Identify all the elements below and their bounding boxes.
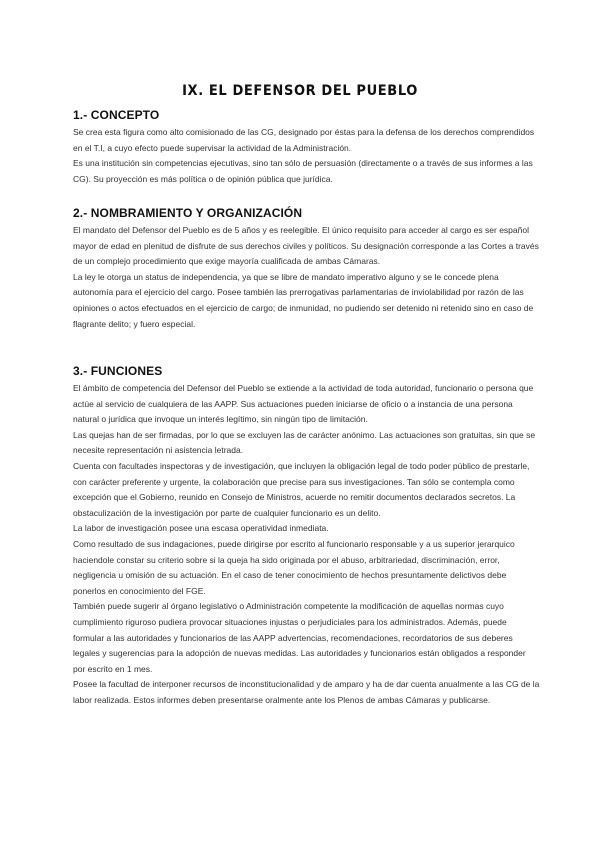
section-nombramiento	[73, 206, 540, 332]
paragraph: Cuenta con facultades inspectoras y de investigación, que incluyen la obligación legal de todo poder público de prestarle, con carácter preferente y urgente, la colaboración que precise para sus investigaciones. Tan sólo se contempla como excepción que el Gobierno, reunido en Consejo de Ministros, acuerde no remitir documentos declarados secretos. La obstaculización de la investigación por parte de cualquier funcionario es un delito.	[73, 460, 530, 518]
paragraph: El mandato del Defensor del Pueblo es de 5 años y es reelegible. El único requisito para acceder al cargo es ser español mayor de edad en plenitud de disfrute de sus derechos civiles y políticos. Su designación corresponde a las Cortes a través de un complejo procedimiento que exige mayoría cualificada de ambas Cámaras.	[73, 225, 539, 267]
paragraph: El ámbito de competencia del Defensor del Pueblo se extiende a la actividad de toda autoridad, funcionario o persona que actúe al servicio de cualquiera de las AAPP. Sus actuaciones pueden iniciarse de oficio o a instancia de una persona natural o jurídica que invoque un interés legítimo, sin ningún tipo de limitación.	[73, 383, 534, 425]
paragraph: Es una institución sin competencias ejecutivas, sino tan sólo de persuasión (directamente o a través de sus informes a las CG). Su proyección es más política o de opinión pública que jurídica.	[73, 158, 533, 184]
section-heading: 3.- FUNCIONES	[73, 364, 163, 378]
paragraph: Las quejas han de ser firmadas, por lo que se excluyen las de carácter anónimo. Las actuaciones son gratuitas, sin que se necesite representación ni asistencia letrada.	[73, 429, 536, 456]
paragraph: La ley le otorga un status de independencia, ya que se libre de mandato imperativo alguno y se le concede plena autonomía para el ejercicio del cargo. Posee también las prerrogativas parlamentarias de inviolabilidad por razón de las opiniones o actos efectuados en el ejercicio de cargo; de inmunidad, no pudiendo ser detenido ni retenido sino en caso de flagrante delito; y fuero especial.	[73, 271, 534, 329]
paragraph: Como resultado de sus indagaciones, puede dirigirse por escrito al funcionario responsable y a us superior jerarquico haciendole constar su criterio sobre si la queja ha sido originada por el abuso, arbitrariedad, discriminación, error, negligencia u omisión de su actuación. En el caso de tener conocimiento de hechos presuntamente delictivos debe ponerlos en conocimiento del FGE.	[73, 538, 515, 596]
section-concepto	[73, 108, 540, 187]
page-title: IX. EL DEFENSOR DEL PUEBLO	[182, 82, 418, 99]
section-heading: 1.- CONCEPTO	[73, 108, 160, 122]
section-heading: 2.- NOMBRAMIENTO Y ORGANIZACIÓN	[73, 206, 303, 220]
paragraph: Posee la facultad de interponer recursos de inconstitucionalidad y de amparo y ha de dar cuenta anualmente a las CG de la labor realizada. Estos informes deben presentarse oralmente ante los Plenos de ambas Cámaras y publicarse.	[73, 679, 540, 705]
paragraph: También puede sugerir al órgano legislativo o Administración competente la modificación de aquellas normas cuyo cumplimiento riguroso pudiera provocar situaciones injustas o perjudiciales para los administrados. Además, puede formular a las autoridades y funcionarios de las AAPP advertencias, recomendaciones, recordatorios de sus deberes legales y sugerencias para la adopción de nuevas medidas. Las autoridades y funcionarios están obligados a responder por escrito en 1 mes.	[73, 601, 526, 674]
paragraph: Se crea esta figura como alto comisionado de las CG, designado por éstas para la defensa de los derechos comprendidos en el T.I, a cuyo efecto puede supervisar la actividad de la Administración.	[73, 127, 535, 153]
paragraph: La labor de investigación posee una escasa operatividad inmediata.	[73, 523, 329, 534]
section-funciones	[73, 364, 540, 708]
